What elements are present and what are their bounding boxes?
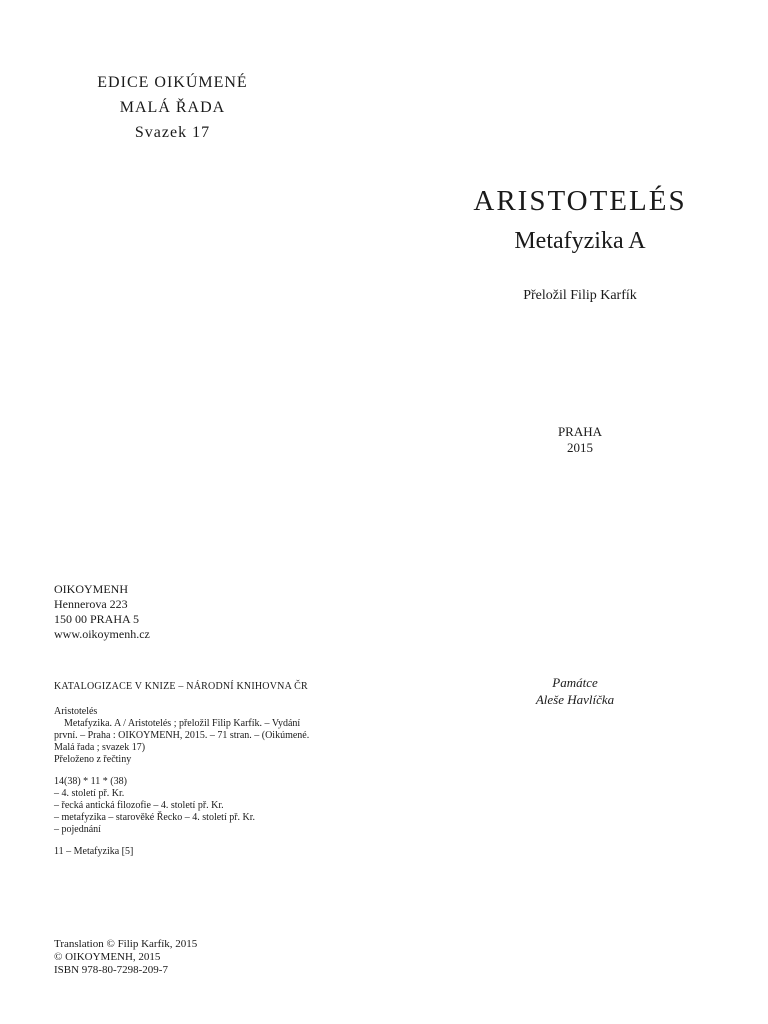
cip-subject: – řecká antická filozofie – 4. století př. Kr. bbox=[54, 800, 224, 811]
cataloging-heading: KATALOGIZACE V KNIZE – NÁRODNÍ KNIHOVNA ČR bbox=[54, 681, 308, 692]
publisher-postal: 150 00 PRAHA 5 bbox=[54, 612, 140, 626]
cip-line: Malá řada ; svazek 17) bbox=[54, 742, 146, 753]
cip-author: Aristotelés bbox=[54, 706, 98, 717]
cip-subject: – pojednání bbox=[54, 824, 101, 835]
series-subseries: MALÁ ŘADA bbox=[119, 99, 226, 116]
isbn: ISBN 978-80-7298-209-7 bbox=[54, 964, 168, 976]
publisher-copyright: © OIKOYMENH, 2015 bbox=[54, 951, 161, 963]
series-block bbox=[0, 70, 345, 145]
cip-line: Přeloženo z řečtiny bbox=[54, 754, 132, 765]
imprint-block bbox=[440, 424, 720, 456]
publisher-web: www.oikoymenh.cz bbox=[54, 627, 150, 641]
cataloging-record bbox=[54, 706, 354, 858]
dedication bbox=[470, 674, 680, 708]
translation-copyright: Translation © Filip Karfík, 2015 bbox=[54, 938, 198, 950]
cip-subject: – metafyzika – starověké Řecko – 4. století př. Kr. bbox=[54, 812, 256, 823]
imprint-city: PRAHA bbox=[557, 424, 603, 439]
publisher-address bbox=[54, 582, 150, 642]
dedication-line: Památce bbox=[552, 675, 598, 690]
publisher-street: Hennerova 223 bbox=[54, 597, 128, 611]
series-name: EDICE OIKÚMENÉ bbox=[97, 74, 248, 91]
author-name: ARISTOTELÉS bbox=[473, 185, 687, 217]
cip-subject: – 4. století př. Kr. bbox=[54, 788, 125, 799]
series-volume: Svazek 17 bbox=[134, 124, 211, 141]
copyright-block bbox=[54, 938, 197, 977]
dedication-line: Aleše Havlíčka bbox=[535, 692, 615, 707]
imprint-year: 2015 bbox=[567, 440, 593, 455]
cip-classification: 11 – Metafyzika [5] bbox=[54, 846, 134, 857]
cip-line: Metafyzika. A / Aristotelés ; přeložil Filip Karfík. – Vydání bbox=[64, 718, 301, 729]
cip-line: první. – Praha : OIKOYMENH, 2015. – 71 stran. – (Oikúmené. bbox=[54, 730, 310, 741]
publisher-name: OIKOYMENH bbox=[54, 582, 128, 596]
work-title: Metafyzika A bbox=[514, 228, 646, 254]
cip-subject: 14(38) * 11 * (38) bbox=[54, 776, 127, 787]
translator-credit: Přeložil Filip Karfík bbox=[523, 288, 637, 303]
